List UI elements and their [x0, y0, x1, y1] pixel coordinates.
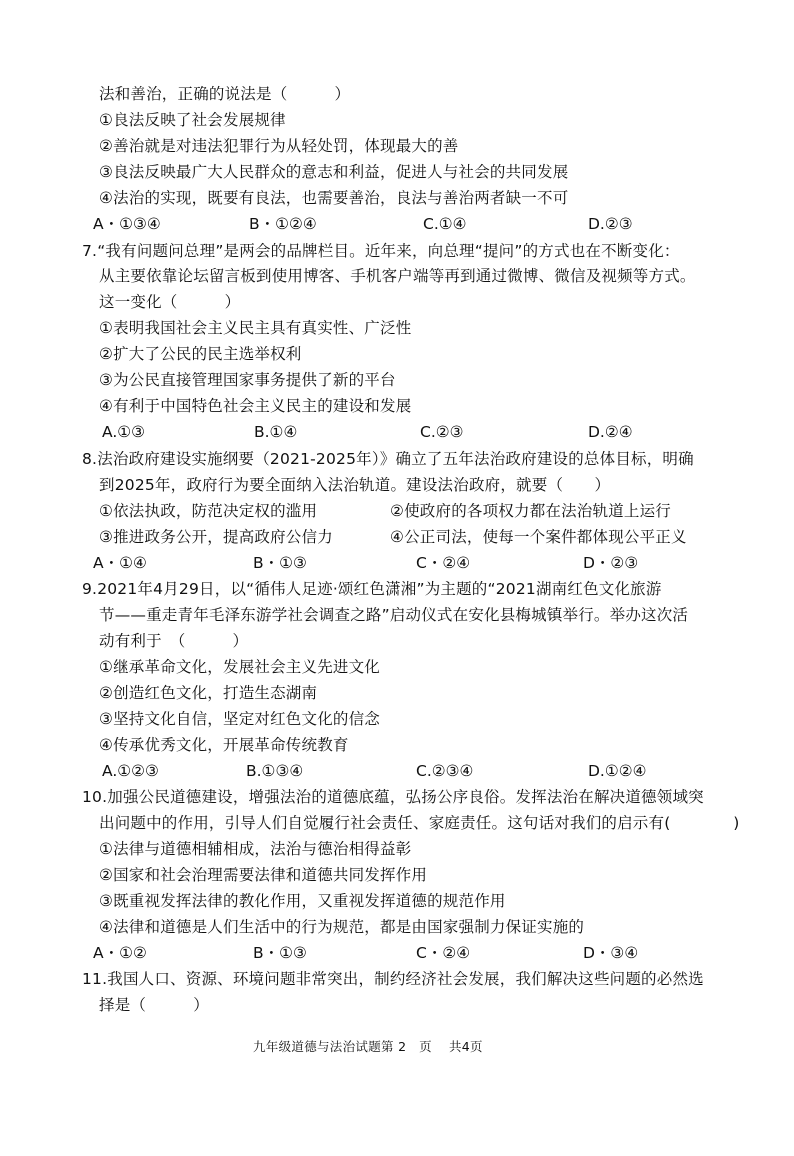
- q9-option-a: A.①②③: [102, 762, 159, 780]
- q10-item-3: ③既重视发挥法律的教化作用，又重视发挥道德的规范作用: [99, 892, 506, 910]
- q9-options: [102, 761, 702, 781]
- q10-option-c: C・②④: [416, 944, 471, 962]
- q9-stem-line-3: 动有利于 （ ）: [99, 632, 249, 650]
- q7-stem-line-1: 7.“我有问题问总理”是两会的品牌栏目。近年来，向总理“提问”的方式也在不断变化：: [82, 242, 680, 260]
- q8-item-2: ②使政府的各项权力都在法治轨道上运行: [390, 502, 671, 520]
- q6-item-4: ④法治的实现，既要有良法，也需要善治，良法与善治两者缺一不可: [99, 189, 569, 207]
- q9-option-b: B.①③④: [246, 762, 304, 780]
- q6-item-2: ②善治就是对违法犯罪行为从轻处罚，体现最大的善: [99, 137, 459, 155]
- q7-stem-line-3: 这一变化（ ）: [99, 293, 241, 311]
- q6-item-1: ①良法反映了社会发展规律: [99, 111, 286, 129]
- q6-option-d: D.②③: [588, 215, 633, 233]
- q8-item-4: ④公正司法，使每一个案件都体现公平正义: [390, 528, 687, 546]
- q8-item-3: ③推进政务公开，提高政府公信力: [99, 528, 333, 546]
- q10-item-2: ②国家和社会治理需要法律和道德共同发挥作用: [99, 866, 428, 884]
- q6-stem: 法和善治，正确的说法是（ ）: [99, 85, 351, 103]
- q7-item-3: ③为公民直接管理国家事务提供了新的平台: [99, 371, 396, 389]
- q11-stem-line-1: 11.我国人口、资源、环境问题非常突出，制约经济社会发展，我们解决这些问题的必然选: [82, 970, 704, 988]
- q8-stem-line-2: 到2025年，政府行为要全面纳入法治轨道。建设法治政府，就要（ ）: [99, 476, 611, 494]
- q6-option-b: B・①②④: [249, 215, 317, 233]
- q8-option-a: A・①④: [93, 554, 147, 572]
- q9-stem-line-1: 9.2021年4月29日，以“循伟人足迹·颂红色潇湘”为主题的“2021湖南红色文化旅游: [82, 580, 662, 598]
- q10-option-d: D・③④: [583, 944, 639, 962]
- q8-item-1: ①依法执政，防范决定权的滥用: [99, 502, 318, 520]
- q10-option-b: B・①③: [253, 944, 307, 962]
- q8-stem-line-1: 8.法治政府建设实施纲要（2021-2025年）》确立了五年法治政府建设的总体目标，明确: [82, 450, 694, 468]
- q9-stem-line-2: 节——重走青年毛泽东游学社会调查之路”启动仪式在安化县梅城镇举行。举办这次活: [99, 606, 689, 624]
- q7-option-c: C.②③: [420, 423, 464, 441]
- q9-option-d: D.①②④: [588, 762, 647, 780]
- q10-options: [93, 943, 693, 963]
- q9-item-4: ④传承优秀文化，开展革命传统教育: [99, 736, 349, 754]
- q7-item-4: ④有利于中国特色社会主义民主的建设和发展: [99, 397, 412, 415]
- q7-item-1: ①表明我国社会主义民主具有真实性、广泛性: [99, 319, 412, 337]
- q6-option-a: A・①③④: [93, 215, 161, 233]
- page-footer: 九年级道德与法治试题第 2 页 共4页: [253, 1039, 483, 1054]
- q8-option-c: C・②④: [416, 554, 471, 572]
- q10-item-4: ④法律和道德是人们生活中的行为规范，都是由国家强制力保证实施的: [99, 918, 585, 936]
- q9-option-c: C.②③④: [416, 762, 474, 780]
- q6-option-c: C.①④: [423, 215, 467, 233]
- q9-item-3: ③坚持文化自信，坚定对红色文化的信念: [99, 710, 380, 728]
- q10-stem-line-2: 出问题中的作用，引导人们自觉履行社会责任、家庭责任。这句话对我们的启示有( ): [99, 814, 740, 832]
- q10-item-1: ①法律与道德相辅相成，法治与德治相得益彰: [99, 840, 412, 858]
- q8-options: [93, 553, 693, 573]
- q6-options: [93, 214, 693, 234]
- q10-option-a: A・①②: [93, 944, 147, 962]
- q9-item-2: ②创造红色文化，打造生态湖南: [99, 684, 318, 702]
- q7-item-2: ②扩大了公民的民主选举权利: [99, 345, 302, 363]
- q8-option-d: D・②③: [583, 554, 639, 572]
- q7-option-d: D.②④: [588, 423, 633, 441]
- q8-option-b: B・①③: [253, 554, 307, 572]
- q7-option-b: B.①④: [254, 423, 298, 441]
- q11-stem-line-2: 择是（ ）: [99, 996, 209, 1014]
- q7-options: [102, 422, 702, 442]
- q7-stem-line-2: 从主要依靠论坛留言板到使用博客、手机客户端等再到通过微博、微信及视频等方式。: [99, 267, 696, 285]
- q10-stem-line-1: 10.加强公民道德建设，增强法治的道德底蕴，弘扬公序良俗。发挥法治在解决道德领域突: [82, 788, 704, 806]
- q9-item-1: ①继承革命文化，发展社会主义先进文化: [99, 658, 380, 676]
- q7-option-a: A.①③: [102, 423, 146, 441]
- q6-item-3: ③良法反映最广大人民群众的意志和利益，促进人与社会的共同发展: [99, 163, 569, 181]
